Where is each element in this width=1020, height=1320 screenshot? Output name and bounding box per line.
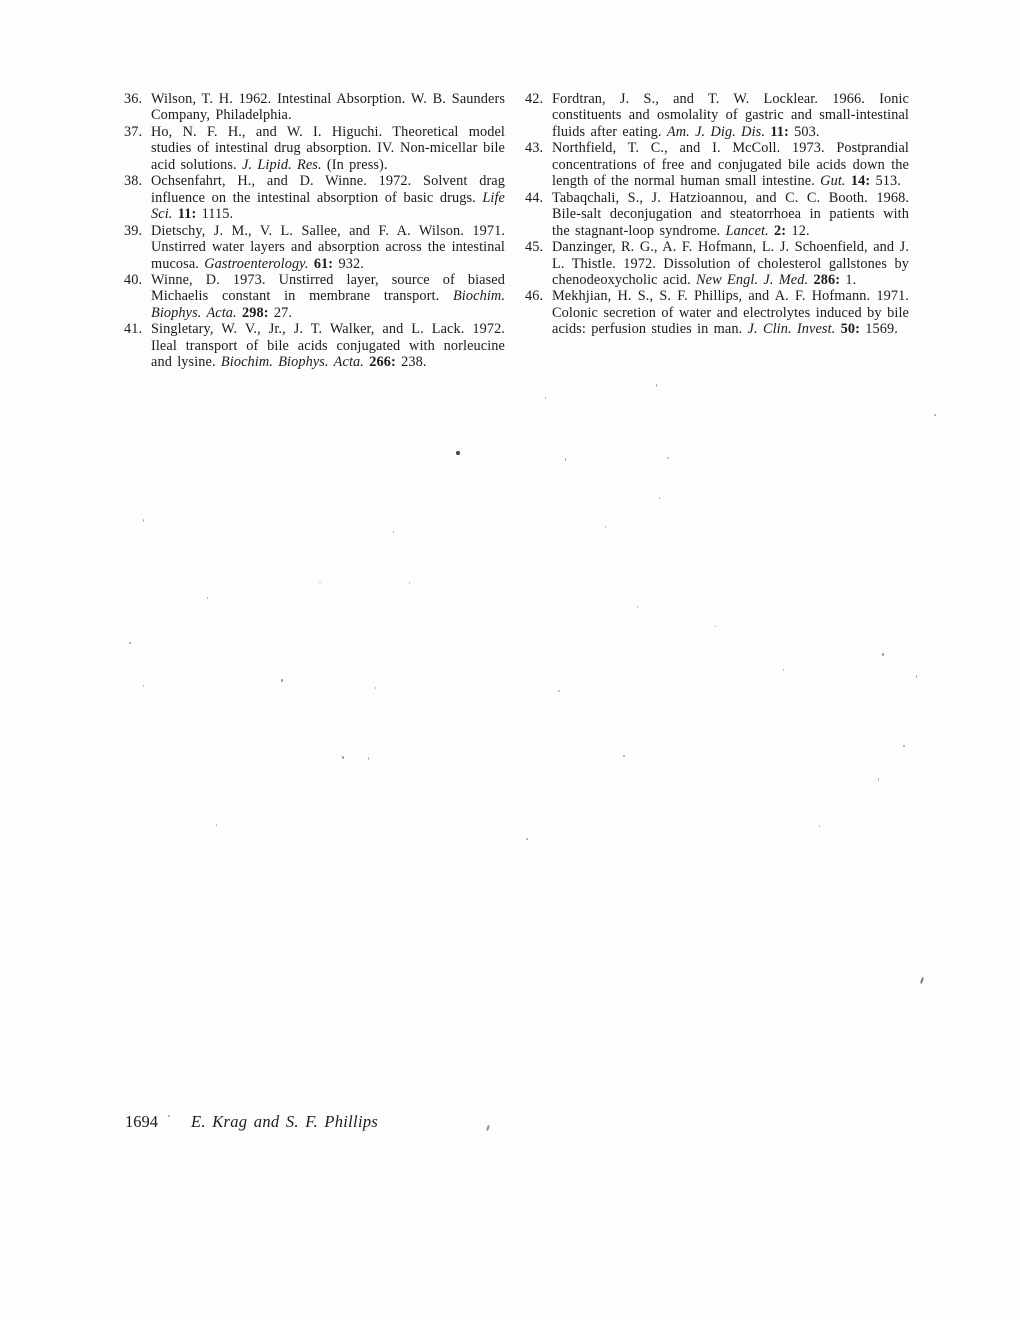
reference-number: 40. [124,271,143,288]
scan-speck [281,679,283,682]
scan-speck [916,675,917,678]
reference-number: 38. [124,173,143,190]
scan-speck [393,531,394,533]
scan-speck [878,778,879,781]
reference-text: Mekhjian, H. S., S. F. Phillips, and A. F. Hofmann. 1971. Colonic secretion of water and electrolytes induced by bile acids: perfusion studies in man. J. Clin. Invest. 50: 1569. [552,288,909,338]
scan-speck [819,825,820,827]
reference-text: Danzinger, R. G., A. F. Hofmann, L. J. Schoenfield, and J. L. Thistle. 1972. Dissolution of cholesterol gallstones by chenodeoxycholic acid. New Engl. J. Med. 286: 1. [552,239,909,288]
reference-item [525,239,909,288]
reference-text: Fordtran, J. S., and T. W. Locklear. 1966. Ionic constituents and osmolality of gastric and small-intestinal fluids after eating. Am. J. Dig. Dis. 11: 503. [552,91,909,140]
scan-speck [409,582,410,584]
reference-number: 41. [124,321,143,338]
scan-speck [715,625,716,627]
scan-speck [456,451,460,455]
reference-number: 44. [525,189,544,206]
reference-item [124,91,505,124]
reference-number: 46. [525,288,544,305]
reference-text: Tabaqchali, S., J. Hatzioannou, and C. C. Booth. 1968. Bile-salt deconjugation and steatorrhoea in patients with the stagnant-loop syndrome. Lancet. 2: 12. [552,189,909,239]
reference-item [525,190,909,239]
scan-speck [342,756,344,759]
reference-item [124,223,505,272]
scan-speck [659,497,660,499]
scan-speck [143,685,144,687]
page-number: 1694 [125,1112,158,1131]
scan-speck [783,669,784,671]
reference-number: 43. [525,140,544,157]
scan-speck [375,687,376,689]
scan-speck [903,745,905,747]
reference-text: Dietschy, J. M., V. L. Sallee, and F. A. Wilson. 1971. Unstirred water layers and absorption across the intestinal mucosa. Gastroenterology. 61: 932. [151,222,505,272]
scan-speck [216,824,217,826]
reference-item [525,288,909,337]
scan-speck [319,582,321,583]
scan-speck [207,597,208,599]
reference-number: 45. [525,239,544,256]
reference-text: Ho, N. F. H., and W. I. Higuchi. Theoretical model studies of intestinal drug absorption. IV. Non-micellar bile acid solutions. J. Lipid. Res. (In press). [151,123,505,173]
reference-text: Singletary, W. V., Jr., J. T. Walker, and L. Lack. 1972. Ileal transport of bile acids conjugated with norleucine and lysine. Biochim. Biophys. Acta. 266: 238. [151,321,505,371]
reference-item [124,124,505,173]
scan-speck [882,653,884,656]
reference-item [124,173,505,222]
reference-text: Ochsenfahrt, H., and D. Winne. 1972. Solvent drag influence on the intestinal absorption of basic drugs. Life Sci. 11: 1115. [151,173,505,223]
reference-text: Northfield, T. C., and I. McColl. 1973. Postprandial concentrations of free and conjugated bile acids down the length of the normal human small intestine. Gut. 14: 513. [552,140,909,190]
scan-speck [656,384,657,387]
scan-speck [526,838,528,840]
references-column-left [124,91,505,371]
scan-speck [545,397,546,399]
scan-speck [565,458,566,461]
scan-speck [368,757,369,760]
reference-item [124,321,505,370]
page-footer [125,1112,378,1132]
running-title: E. Krag and S. F. Phillips [191,1112,379,1131]
reference-number: 36. [124,91,143,107]
scan-speck [637,606,638,608]
scan-speck [143,519,144,522]
reference-item [525,140,909,189]
reference-text: Winne, D. 1973. Unstirred layer, source of biased Michaelis constant in membrane transport. Biochim. Biophys. Acta. 298: 27. [151,271,505,321]
scan-speck [623,755,625,757]
scan-speck [920,977,924,984]
scan-speck [934,414,936,416]
reference-number: 37. [124,123,143,140]
reference-item [124,272,505,321]
reference-number: 39. [124,222,143,239]
scan-speck [486,1125,489,1131]
reference-number: 42. [525,91,544,107]
reference-text: Wilson, T. H. 1962. Intestinal Absorption. W. B. Saunders Company, Philadelphia. [151,91,505,124]
scan-speck [605,526,606,528]
scan-speck [558,690,560,692]
scan-speck [129,642,131,644]
reference-item [525,91,909,140]
scan-speck [667,457,669,459]
references-column-right [525,91,909,338]
